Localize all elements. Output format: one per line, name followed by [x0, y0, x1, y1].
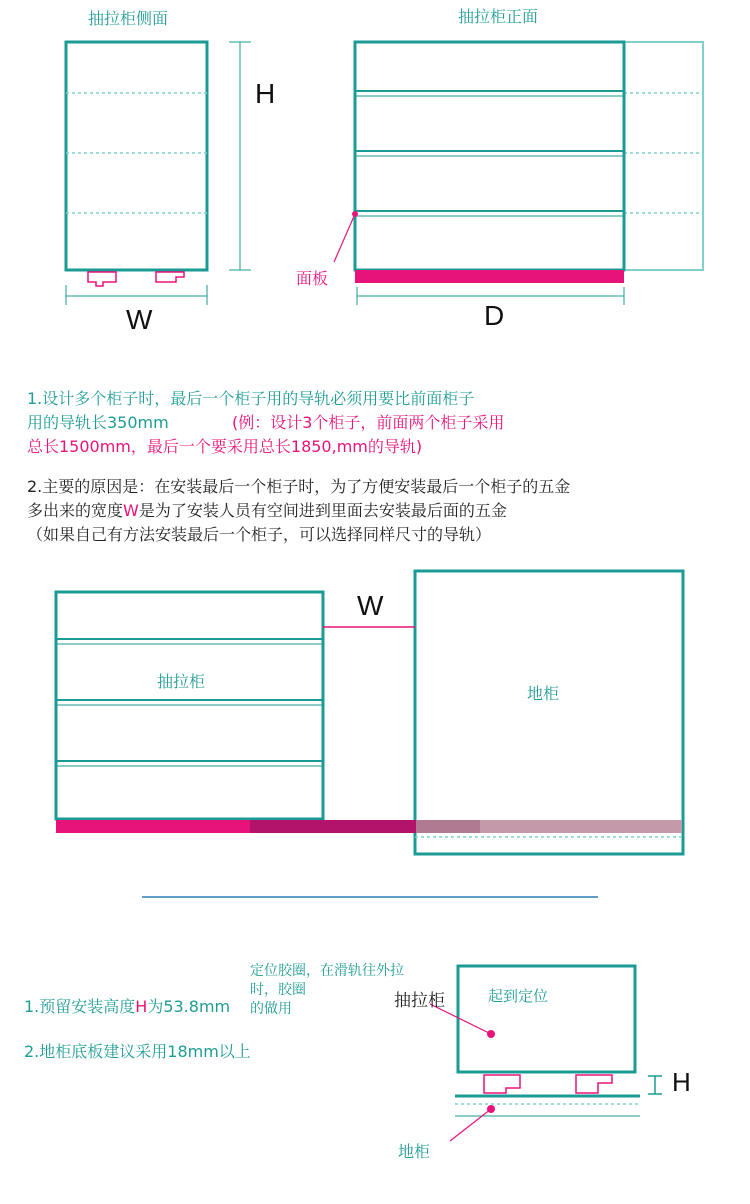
height-label: H — [255, 78, 276, 109]
note2-line1: 2.主要的原因是：在安装最后一个柜子时，为了方便安装最后一个柜子的五金 — [27, 477, 571, 496]
floor-pointer-line — [450, 1109, 491, 1141]
pad-left — [484, 1075, 520, 1093]
note1-line2-a: 用的导轨长350mm — [27, 413, 169, 432]
gap-w-label: W — [357, 590, 384, 621]
tip1-b: 为53.8mm — [147, 997, 231, 1016]
note1-line1: 1.设计多个柜子时，最后一个柜子用的导轨必须用要比前面柜子 — [27, 389, 475, 408]
width-label: W — [126, 304, 153, 335]
install-height-label: H — [672, 1067, 691, 1097]
pad-note-line1: 定位胶圈，在滑轨往外拉 — [250, 963, 404, 979]
panel-label: 面板 — [296, 269, 329, 288]
note2-line2-a: 多出来的宽度 — [27, 501, 124, 520]
small-drawer-cabinet — [458, 966, 635, 1072]
tip1-a: 1.预留安装高度 — [24, 997, 136, 1016]
tip1-h: H — [135, 997, 148, 1016]
front-view-title: 抽拉柜正面 — [458, 7, 539, 26]
side-view-title: 抽拉柜侧面 — [88, 9, 169, 28]
drawer-cabinet-callout: 抽拉柜 — [394, 991, 445, 1011]
pad-note — [250, 962, 404, 1019]
note1-line2-b: (例：设计3个柜子，前面两个柜子采用 — [232, 413, 505, 432]
drawer-cabinet-label: 抽拉柜 — [157, 672, 206, 691]
depth-label: D — [484, 300, 505, 331]
floor-cabinet-label: 地柜 — [527, 684, 560, 703]
pad-note-line3: 的做用 — [250, 1001, 292, 1017]
note2-line3: （如果自己有方法安装最后一个柜子，可以选择同样尺寸的导轨） — [27, 525, 492, 544]
pad-right — [576, 1075, 612, 1093]
positioning-label: 起到定位 — [488, 987, 549, 1005]
note2-line2-b: 是为了安装人员有空间进到里面去安装最后面的五金 — [138, 501, 507, 520]
floor-cabinet-callout: 地柜 — [398, 1142, 431, 1161]
pad-note-line2: 时，胶圈 — [250, 982, 306, 998]
note1-line3: 总长1500mm，最后一个要采用总长1850,mm的导轨) — [27, 437, 423, 456]
tip1 — [24, 996, 230, 1018]
note2-w: W — [123, 501, 139, 520]
tip2: 2.地柜底板建议采用18mm以上 — [24, 1042, 251, 1061]
